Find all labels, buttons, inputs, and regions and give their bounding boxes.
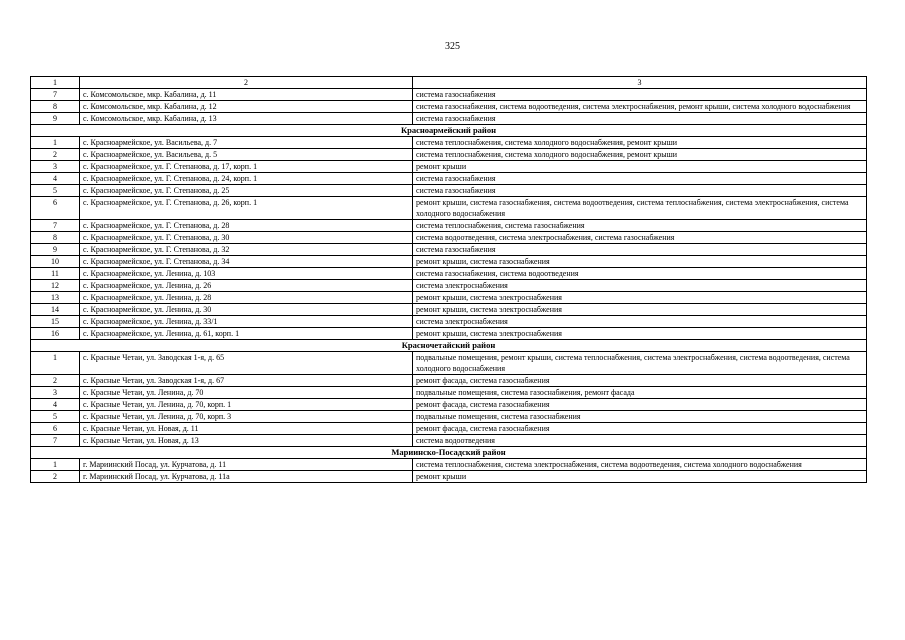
- works-cell: система газоснабжения, система водоотведения: [413, 268, 867, 280]
- row-number-cell: 5: [31, 411, 80, 423]
- works-cell: система газоснабжения, система водоотведения, система электроснабжения, ремонт крыши, система холодного водоснабжения: [413, 101, 867, 113]
- table-row: [31, 256, 867, 268]
- table-row: [31, 220, 867, 232]
- works-cell: система газоснабжения: [413, 185, 867, 197]
- address-cell: с. Красные Четаи, ул. Новая, д. 11: [80, 423, 413, 435]
- section-title: Мариинско-Посадский район: [31, 447, 867, 459]
- address-cell: с. Красные Четаи, ул. Ленина, д. 70, корп. 1: [80, 399, 413, 411]
- address-cell: с. Красноармейское, ул. Г. Степанова, д. 28: [80, 220, 413, 232]
- works-cell: система газоснабжения: [413, 89, 867, 101]
- column-header-works: 3: [413, 77, 867, 89]
- table-row: [31, 244, 867, 256]
- address-cell: с. Красные Четаи, ул. Заводская 1-я, д. 67: [80, 375, 413, 387]
- row-number-cell: 9: [31, 244, 80, 256]
- table-row: [31, 185, 867, 197]
- row-number-cell: 7: [31, 220, 80, 232]
- address-cell: с. Красноармейское, ул. Г. Степанова, д. 32: [80, 244, 413, 256]
- row-number-cell: 4: [31, 399, 80, 411]
- row-number-cell: 9: [31, 113, 80, 125]
- table-row: [31, 89, 867, 101]
- row-number-cell: 2: [31, 471, 80, 483]
- works-cell: ремонт фасада, система газоснабжения: [413, 423, 867, 435]
- address-cell: с. Красноармейское, ул. Васильева, д. 7: [80, 137, 413, 149]
- row-number-cell: 16: [31, 328, 80, 340]
- address-cell: с. Красноармейское, ул. Ленина, д. 103: [80, 268, 413, 280]
- row-number-cell: 1: [31, 459, 80, 471]
- row-number-cell: 7: [31, 435, 80, 447]
- section-heading-row: [31, 447, 867, 459]
- address-cell: г. Мариинский Посад, ул. Курчатова, д. 11а: [80, 471, 413, 483]
- section-heading-row: [31, 340, 867, 352]
- address-cell: с. Комсомольское, мкр. Кабалина, д. 11: [80, 89, 413, 101]
- row-number-cell: 10: [31, 256, 80, 268]
- address-cell: с. Красноармейское, ул. Г. Степанова, д. 34: [80, 256, 413, 268]
- address-cell: с. Красноармейское, ул. Ленина, д. 26: [80, 280, 413, 292]
- address-cell: с. Красноармейское, ул. Ленина, д. 61, корп. 1: [80, 328, 413, 340]
- table-row: [31, 411, 867, 423]
- table-row: [31, 113, 867, 125]
- address-cell: с. Красноармейское, ул. Г. Степанова, д. 30: [80, 232, 413, 244]
- table-row: [31, 471, 867, 483]
- address-cell: с. Комсомольское, мкр. Кабалина, д. 13: [80, 113, 413, 125]
- works-cell: ремонт крыши, система электроснабжения: [413, 292, 867, 304]
- works-cell: система теплоснабжения, система газоснабжения: [413, 220, 867, 232]
- column-header-address: 2: [80, 77, 413, 89]
- row-number-cell: 3: [31, 387, 80, 399]
- address-cell: с. Красноармейское, ул. Васильева, д. 5: [80, 149, 413, 161]
- table-row: [31, 328, 867, 340]
- table-header-row: [31, 77, 867, 89]
- row-number-cell: 3: [31, 161, 80, 173]
- table-row: [31, 304, 867, 316]
- table-row: [31, 268, 867, 280]
- works-cell: система газоснабжения: [413, 113, 867, 125]
- works-table-body: [31, 77, 867, 483]
- table-row: [31, 197, 867, 220]
- row-number-cell: 6: [31, 423, 80, 435]
- row-number-cell: 1: [31, 137, 80, 149]
- row-number-cell: 2: [31, 375, 80, 387]
- table-row: [31, 161, 867, 173]
- table-row: [31, 173, 867, 185]
- table-row: [31, 352, 867, 375]
- row-number-cell: 14: [31, 304, 80, 316]
- table-row: [31, 375, 867, 387]
- address-cell: с. Красные Четаи, ул. Заводская 1-я, д. 65: [80, 352, 413, 375]
- address-cell: с. Красноармейское, ул. Г. Степанова, д. 25: [80, 185, 413, 197]
- works-cell: ремонт крыши, система электроснабжения: [413, 328, 867, 340]
- works-cell: подвальные помещения, система газоснабжения, ремонт фасада: [413, 387, 867, 399]
- table-row: [31, 435, 867, 447]
- works-cell: ремонт фасада, система газоснабжения: [413, 375, 867, 387]
- row-number-cell: 13: [31, 292, 80, 304]
- works-cell: ремонт крыши, система электроснабжения: [413, 304, 867, 316]
- row-number-cell: 15: [31, 316, 80, 328]
- table-row: [31, 149, 867, 161]
- row-number-cell: 6: [31, 197, 80, 220]
- works-cell: система водоотведения: [413, 435, 867, 447]
- section-title: Красночетайский район: [31, 340, 867, 352]
- address-cell: с. Красноармейское, ул. Г. Степанова, д. 24, корп. 1: [80, 173, 413, 185]
- row-number-cell: 8: [31, 232, 80, 244]
- works-cell: система газоснабжения: [413, 173, 867, 185]
- address-cell: с. Красные Четаи, ул. Новая, д. 13: [80, 435, 413, 447]
- table-row: [31, 101, 867, 113]
- works-table: [30, 76, 867, 483]
- row-number-cell: 5: [31, 185, 80, 197]
- table-row: [31, 387, 867, 399]
- works-cell: ремонт крыши, система газоснабжения, система водоотведения, система теплоснабжения, система электроснабжения, система холодного водоснабжения: [413, 197, 867, 220]
- address-cell: с. Красноармейское, ул. Г. Степанова, д. 26, корп. 1: [80, 197, 413, 220]
- table-row: [31, 232, 867, 244]
- row-number-cell: 7: [31, 89, 80, 101]
- row-number-cell: 12: [31, 280, 80, 292]
- row-number-cell: 1: [31, 352, 80, 375]
- table-row: [31, 399, 867, 411]
- works-cell: ремонт крыши: [413, 471, 867, 483]
- address-cell: с. Красные Четаи, ул. Ленина, д. 70, корп. 3: [80, 411, 413, 423]
- page-number: 325: [445, 41, 460, 52]
- row-number-cell: 2: [31, 149, 80, 161]
- section-heading-row: [31, 125, 867, 137]
- table-row: [31, 459, 867, 471]
- row-number-cell: 8: [31, 101, 80, 113]
- address-cell: с. Красноармейское, ул. Ленина, д. 30: [80, 304, 413, 316]
- works-cell: система газоснабжения: [413, 244, 867, 256]
- works-cell: подвальные помещения, система газоснабжения: [413, 411, 867, 423]
- works-cell: ремонт крыши: [413, 161, 867, 173]
- works-cell: ремонт фасада, система газоснабжения: [413, 399, 867, 411]
- works-cell: система электроснабжения: [413, 280, 867, 292]
- address-cell: с. Красноармейское, ул. Г. Степанова, д. 17, корп. 1: [80, 161, 413, 173]
- works-cell: система теплоснабжения, система холодного водоснабжения, ремонт крыши: [413, 137, 867, 149]
- address-cell: г. Мариинский Посад, ул. Курчатова, д. 11: [80, 459, 413, 471]
- address-cell: с. Красноармейское, ул. Ленина, д. 33/1: [80, 316, 413, 328]
- table-row: [31, 280, 867, 292]
- works-cell: система электроснабжения: [413, 316, 867, 328]
- works-cell: подвальные помещения, ремонт крыши, система теплоснабжения, система электроснабжения, система водоотведения, система холодного водоснабжения: [413, 352, 867, 375]
- table-row: [31, 292, 867, 304]
- row-number-cell: 11: [31, 268, 80, 280]
- works-cell: система теплоснабжения, система холодного водоснабжения, ремонт крыши: [413, 149, 867, 161]
- works-cell: система теплоснабжения, система электроснабжения, система водоотведения, система холодного водоснабжения: [413, 459, 867, 471]
- address-cell: с. Комсомольское, мкр. Кабалина, д. 12: [80, 101, 413, 113]
- address-cell: с. Красноармейское, ул. Ленина, д. 28: [80, 292, 413, 304]
- table-row: [31, 423, 867, 435]
- section-title: Красноармейский район: [31, 125, 867, 137]
- works-cell: система водоотведения, система электроснабжения, система газоснабжения: [413, 232, 867, 244]
- address-cell: с. Красные Четаи, ул. Ленина, д. 70: [80, 387, 413, 399]
- works-cell: ремонт крыши, система газоснабжения: [413, 256, 867, 268]
- table-row: [31, 137, 867, 149]
- column-header-number: 1: [31, 77, 80, 89]
- row-number-cell: 4: [31, 173, 80, 185]
- table-row: [31, 316, 867, 328]
